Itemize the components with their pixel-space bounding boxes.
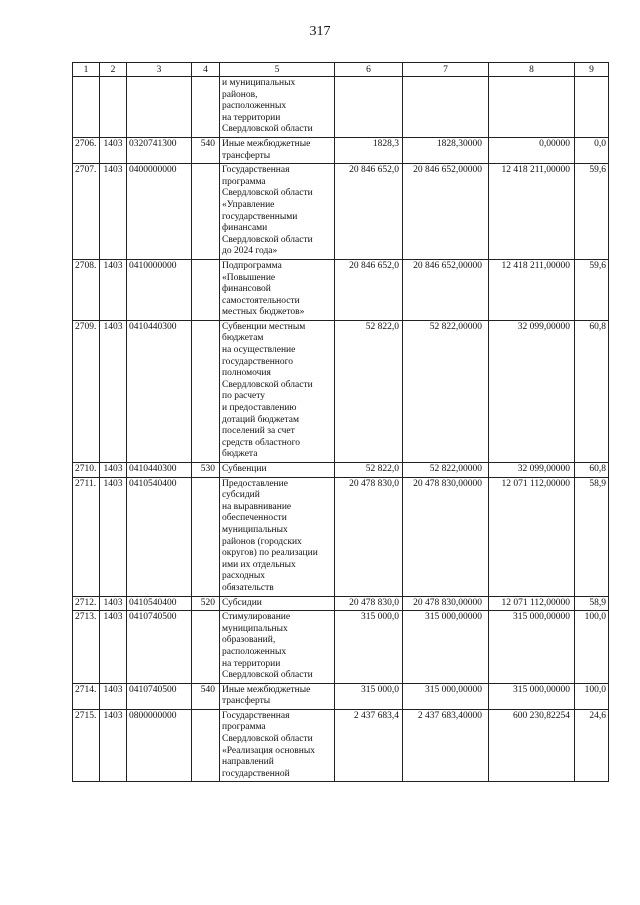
expense-type-cell	[192, 611, 220, 684]
item-name-cell: Предоставление субсидий на выравнивание обеспеченности муниципальных районов (городских округов) по реализации ими их отдельных расходных обязательств	[220, 477, 335, 596]
executed-amount-cell	[489, 77, 575, 138]
approved-amount-cell: 20 478 830,00000	[403, 477, 489, 596]
table-body	[73, 77, 609, 782]
row-number-cell: 2709.	[73, 320, 100, 462]
table-row	[73, 259, 609, 320]
planned-amount-cell: 52 822,0	[335, 463, 403, 478]
header-col-8: 8	[489, 63, 575, 77]
table-row	[73, 596, 609, 611]
executed-amount-cell: 12 418 211,00000	[489, 164, 575, 260]
approved-amount-cell: 20 846 652,00000	[403, 164, 489, 260]
executed-amount-cell: 12 071 112,00000	[489, 596, 575, 611]
table-header	[73, 63, 609, 77]
item-name-cell: Подпрограмма «Повышение финансовой самостоятельности местных бюджетов»	[220, 259, 335, 320]
target-code-cell: 0410000000	[127, 259, 192, 320]
target-code-cell: 0410440300	[127, 463, 192, 478]
item-name-cell: Субвенции	[220, 463, 335, 478]
expense-type-cell: 530	[192, 463, 220, 478]
section-code-cell: 1403	[100, 709, 127, 782]
header-col-6: 6	[335, 63, 403, 77]
row-number-cell: 2710.	[73, 463, 100, 478]
header-row	[73, 63, 609, 77]
header-col-2: 2	[100, 63, 127, 77]
expense-type-cell: 520	[192, 596, 220, 611]
table-row	[73, 683, 609, 709]
planned-amount-cell: 2 437 683,4	[335, 709, 403, 782]
header-col-4: 4	[192, 63, 220, 77]
item-name-cell: Государственная программа Свердловской области «Управление государственными финансами Свердловской области до 2024 года»	[220, 164, 335, 260]
row-number-cell: 2712.	[73, 596, 100, 611]
planned-amount-cell: 20 846 652,0	[335, 259, 403, 320]
header-col-7: 7	[403, 63, 489, 77]
expense-type-cell: 540	[192, 683, 220, 709]
row-number-cell: 2706.	[73, 137, 100, 163]
item-name-cell: Субсидии	[220, 596, 335, 611]
expense-type-cell	[192, 477, 220, 596]
target-code-cell: 0400000000	[127, 164, 192, 260]
expense-type-cell	[192, 320, 220, 462]
approved-amount-cell: 52 822,00000	[403, 463, 489, 478]
table-row	[73, 137, 609, 163]
expense-type-cell	[192, 259, 220, 320]
executed-amount-cell: 315 000,00000	[489, 683, 575, 709]
execution-percent-cell: 24,6	[575, 709, 609, 782]
execution-percent-cell: 58,9	[575, 477, 609, 596]
approved-amount-cell: 315 000,00000	[403, 683, 489, 709]
row-number-cell: 2707.	[73, 164, 100, 260]
target-code-cell: 0320741300	[127, 137, 192, 163]
execution-percent-cell: 60,8	[575, 320, 609, 462]
executed-amount-cell: 600 230,82254	[489, 709, 575, 782]
target-code-cell: 0410740500	[127, 683, 192, 709]
execution-percent-cell: 60,8	[575, 463, 609, 478]
table-row	[73, 709, 609, 782]
execution-percent-cell: 59,6	[575, 164, 609, 260]
planned-amount-cell: 315 000,0	[335, 611, 403, 684]
approved-amount-cell: 20 846 652,00000	[403, 259, 489, 320]
row-number-cell: 2715.	[73, 709, 100, 782]
section-code-cell: 1403	[100, 259, 127, 320]
executed-amount-cell: 32 099,00000	[489, 463, 575, 478]
planned-amount-cell: 20 478 830,0	[335, 477, 403, 596]
executed-amount-cell: 0,00000	[489, 137, 575, 163]
section-code-cell: 1403	[100, 463, 127, 478]
section-code-cell: 1403	[100, 611, 127, 684]
item-name-cell: и муниципальных районов, расположенных на территории Свердловской области	[220, 77, 335, 138]
section-code-cell: 1403	[100, 164, 127, 260]
expense-type-cell	[192, 77, 220, 138]
row-number-cell: 2708.	[73, 259, 100, 320]
execution-percent-cell	[575, 77, 609, 138]
header-col-3: 3	[127, 63, 192, 77]
section-code-cell: 1403	[100, 683, 127, 709]
approved-amount-cell: 52 822,00000	[403, 320, 489, 462]
expense-type-cell	[192, 164, 220, 260]
section-code-cell: 1403	[100, 596, 127, 611]
target-code-cell: 0800000000	[127, 709, 192, 782]
target-code-cell: 0410440300	[127, 320, 192, 462]
execution-percent-cell: 100,0	[575, 683, 609, 709]
approved-amount-cell: 2 437 683,40000	[403, 709, 489, 782]
header-col-9: 9	[575, 63, 609, 77]
item-name-cell: Субвенции местным бюджетам на осуществление государственного полномочия Свердловской области по расчету и предоставлению дотаций бюджетам поселений за счет средств областного бюджета	[220, 320, 335, 462]
item-name-cell: Иные межбюджетные трансферты	[220, 137, 335, 163]
page-number: 317	[309, 24, 331, 39]
execution-percent-cell: 0,0	[575, 137, 609, 163]
section-code-cell: 1403	[100, 477, 127, 596]
table-row	[73, 611, 609, 684]
execution-percent-cell: 100,0	[575, 611, 609, 684]
approved-amount-cell: 1828,30000	[403, 137, 489, 163]
item-name-cell: Иные межбюджетные трансферты	[220, 683, 335, 709]
expense-type-cell: 540	[192, 137, 220, 163]
row-number-cell: 2713.	[73, 611, 100, 684]
executed-amount-cell: 315 000,00000	[489, 611, 575, 684]
executed-amount-cell: 12 418 211,00000	[489, 259, 575, 320]
approved-amount-cell	[403, 77, 489, 138]
row-number-cell: 2711.	[73, 477, 100, 596]
planned-amount-cell: 20 846 652,0	[335, 164, 403, 260]
execution-percent-cell: 59,6	[575, 259, 609, 320]
executed-amount-cell: 12 071 112,00000	[489, 477, 575, 596]
planned-amount-cell: 315 000,0	[335, 683, 403, 709]
planned-amount-cell: 20 478 830,0	[335, 596, 403, 611]
section-code-cell: 1403	[100, 320, 127, 462]
table-row	[73, 463, 609, 478]
planned-amount-cell: 52 822,0	[335, 320, 403, 462]
target-code-cell: 0410740500	[127, 611, 192, 684]
target-code-cell: 0410540400	[127, 477, 192, 596]
table-row	[73, 320, 609, 462]
header-col-1: 1	[73, 63, 100, 77]
budget-table	[72, 62, 609, 782]
planned-amount-cell: 1828,3	[335, 137, 403, 163]
table-row	[73, 164, 609, 260]
expense-type-cell	[192, 709, 220, 782]
approved-amount-cell: 20 478 830,00000	[403, 596, 489, 611]
row-number-cell	[73, 77, 100, 138]
section-code-cell	[100, 77, 127, 138]
table-row	[73, 77, 609, 138]
item-name-cell: Государственная программа Свердловской области «Реализация основных направлений государственной	[220, 709, 335, 782]
section-code-cell: 1403	[100, 137, 127, 163]
item-name-cell: Стимулирование муниципальных образований, расположенных на территории Свердловской области	[220, 611, 335, 684]
approved-amount-cell: 315 000,00000	[403, 611, 489, 684]
executed-amount-cell: 32 099,00000	[489, 320, 575, 462]
table-row	[73, 477, 609, 596]
target-code-cell	[127, 77, 192, 138]
row-number-cell: 2714.	[73, 683, 100, 709]
header-col-5: 5	[220, 63, 335, 77]
execution-percent-cell: 58,9	[575, 596, 609, 611]
planned-amount-cell	[335, 77, 403, 138]
target-code-cell: 0410540400	[127, 596, 192, 611]
